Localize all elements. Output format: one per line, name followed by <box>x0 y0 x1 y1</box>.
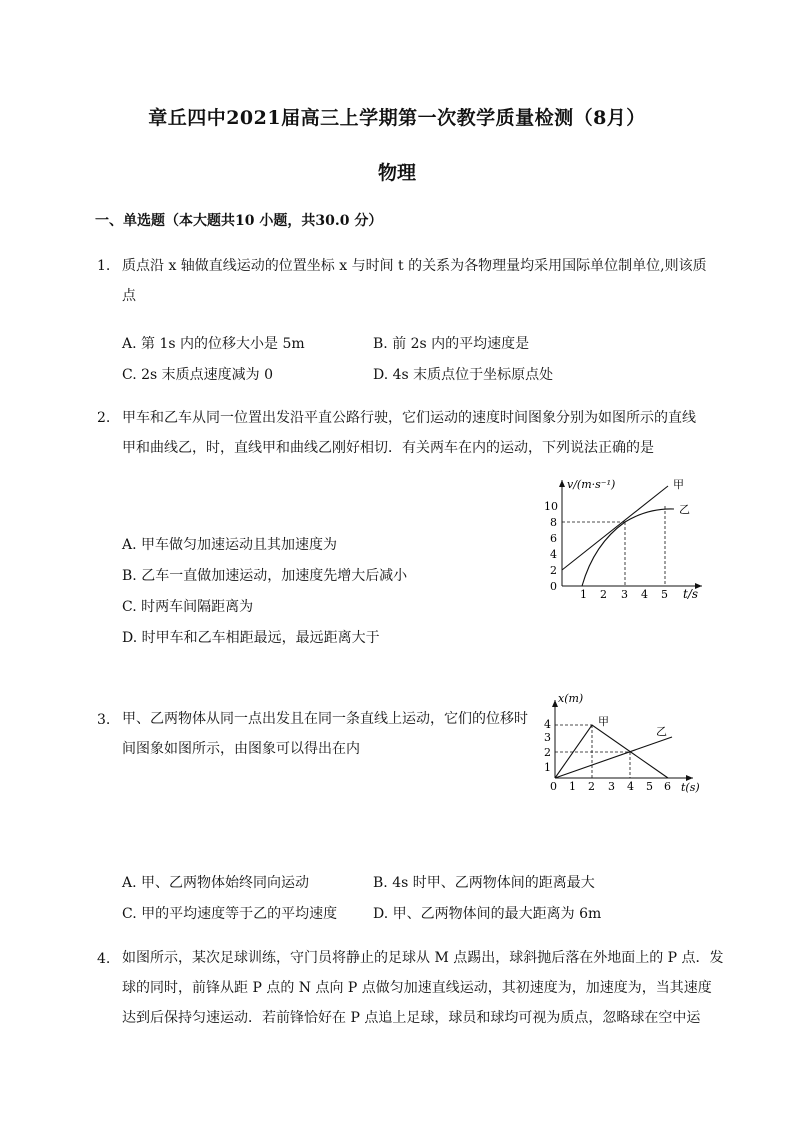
question-3-option-a: A. 甲、乙两物体始终同向运动 <box>122 875 310 891</box>
line-jia <box>555 725 668 778</box>
question-1-option-b: B. 前 2s 内的平均速度是 <box>373 336 530 352</box>
question-1-number: 1. <box>97 258 111 274</box>
y-tick-3: 3 <box>544 731 551 744</box>
y-tick-6: 6 <box>550 532 557 545</box>
x-tick-1: 1 <box>569 780 576 793</box>
question-1-option-c: C. 2s 末质点速度减为 0 <box>122 367 274 383</box>
x-tick-3: 3 <box>608 780 615 793</box>
line-jia <box>562 486 668 570</box>
x-axis-label: t/s <box>683 587 699 601</box>
label-yi: 乙 <box>656 725 667 738</box>
question-1-line-2: 点 <box>122 288 136 304</box>
question-2-option-a: A. 甲车做匀加速运动且其加速度为 <box>122 537 338 553</box>
question-4-line-2: 球的同时，前锋从距 P 点的 N 点向 P 点做匀加速直线运动，其初速度为，加速度为，当其速度 <box>122 980 712 996</box>
question-3-option-c: C. 甲的平均速度等于乙的平均速度 <box>122 906 338 922</box>
y-tick-4: 4 <box>550 548 557 561</box>
y-axis-arrow <box>559 480 565 487</box>
question-4-stem <box>122 943 724 1033</box>
question-1-option-a: A. 第 1s 内的位移大小是 5m <box>122 336 305 352</box>
y-tick-1: 1 <box>544 761 551 774</box>
label-jia: 甲 <box>673 478 684 491</box>
question-2-line-2: 甲和曲线乙，时，直线甲和曲线乙刚好相切．有关两车在内的运动，下列说法正确的是 <box>122 440 654 456</box>
question-2-stem <box>122 403 696 463</box>
page-title: 章丘四中2021届高三上学期第一次教学质量检测（8月） <box>148 107 646 129</box>
question-3-line-2: 间图象如图所示，由图象可以得出在内 <box>122 741 360 757</box>
y-tick-2: 2 <box>550 564 557 577</box>
question-2-number: 2. <box>97 410 111 426</box>
question-4-line-3: 达到后保持匀速运动．若前锋恰好在 P 点追上足球，球员和球均可视为质点，忽略球在空中运 <box>122 1010 701 1026</box>
x-tick-5: 5 <box>661 588 668 601</box>
question-2-option-d: D. 时甲车和乙车相距最远，最远距离大于 <box>122 630 380 646</box>
line-yi <box>555 737 672 778</box>
question-3-number: 3. <box>97 712 111 728</box>
y-tick-2: 2 <box>544 746 551 759</box>
curve-yi <box>582 509 674 586</box>
label-jia: 甲 <box>598 715 609 728</box>
x-tick-4: 4 <box>627 780 634 793</box>
question-3-line-1: 甲、乙两物体从同一点出发且在同一条直线上运动，它们的位移时 <box>122 711 528 727</box>
question-4-line-1: 如图所示，某次足球训练，守门员将静止的足球从 M 点踢出，球斜抛后落在外地面上的 P 点．发 <box>122 950 724 966</box>
y-tick-8: 8 <box>550 516 557 529</box>
label-yi: 乙 <box>679 503 690 516</box>
y-tick-4: 4 <box>544 718 551 731</box>
x-tick-0: 0 <box>550 780 557 793</box>
question-2-option-c: C. 时两车间隔距离为 <box>122 599 254 615</box>
question-3-option-d: D. 甲、乙两物体间的最大距离为 6m <box>373 906 602 922</box>
x-axis-label: t(s) <box>681 781 700 794</box>
x-tick-6: 6 <box>664 780 671 793</box>
question-1-option-d: D. 4s 末质点位于坐标原点处 <box>373 367 554 383</box>
x-tick-5: 5 <box>646 780 653 793</box>
x-tick-4: 4 <box>641 588 648 601</box>
subject-title: 物理 <box>377 162 416 184</box>
position-time-graph <box>540 690 715 800</box>
question-4-number: 4. <box>97 951 111 967</box>
velocity-time-graph <box>540 474 715 602</box>
y-tick-0: 0 <box>550 580 557 593</box>
question-1-line-1: 质点沿 x 轴做直线运动的位置坐标 x 与时间 t 的关系为各物理量均采用国际单位制单位,则该质 <box>122 258 707 274</box>
question-1-stem <box>122 251 707 311</box>
x-tick-2: 2 <box>600 588 607 601</box>
question-3-option-b: B. 4s 时甲、乙两物体间的距离最大 <box>373 875 595 891</box>
question-2-line-1: 甲车和乙车从同一位置出发沿平直公路行驶，它们运动的速度时间图象分别为如图所示的直线 <box>122 410 696 426</box>
y-tick-10: 10 <box>544 500 558 513</box>
x-tick-3: 3 <box>621 588 628 601</box>
question-2-option-b: B. 乙车一直做加速运动，加速度先增大后减小 <box>122 568 408 584</box>
x-tick-1: 1 <box>580 588 587 601</box>
question-3-stem <box>122 704 528 764</box>
x-tick-2: 2 <box>588 780 595 793</box>
section-heading: 一、单选题（本大题共10 小题，共30.0 分） <box>95 213 383 229</box>
y-axis-label: v/(m·s⁻¹) <box>567 478 616 491</box>
y-axis-label: x(m) <box>558 692 584 705</box>
